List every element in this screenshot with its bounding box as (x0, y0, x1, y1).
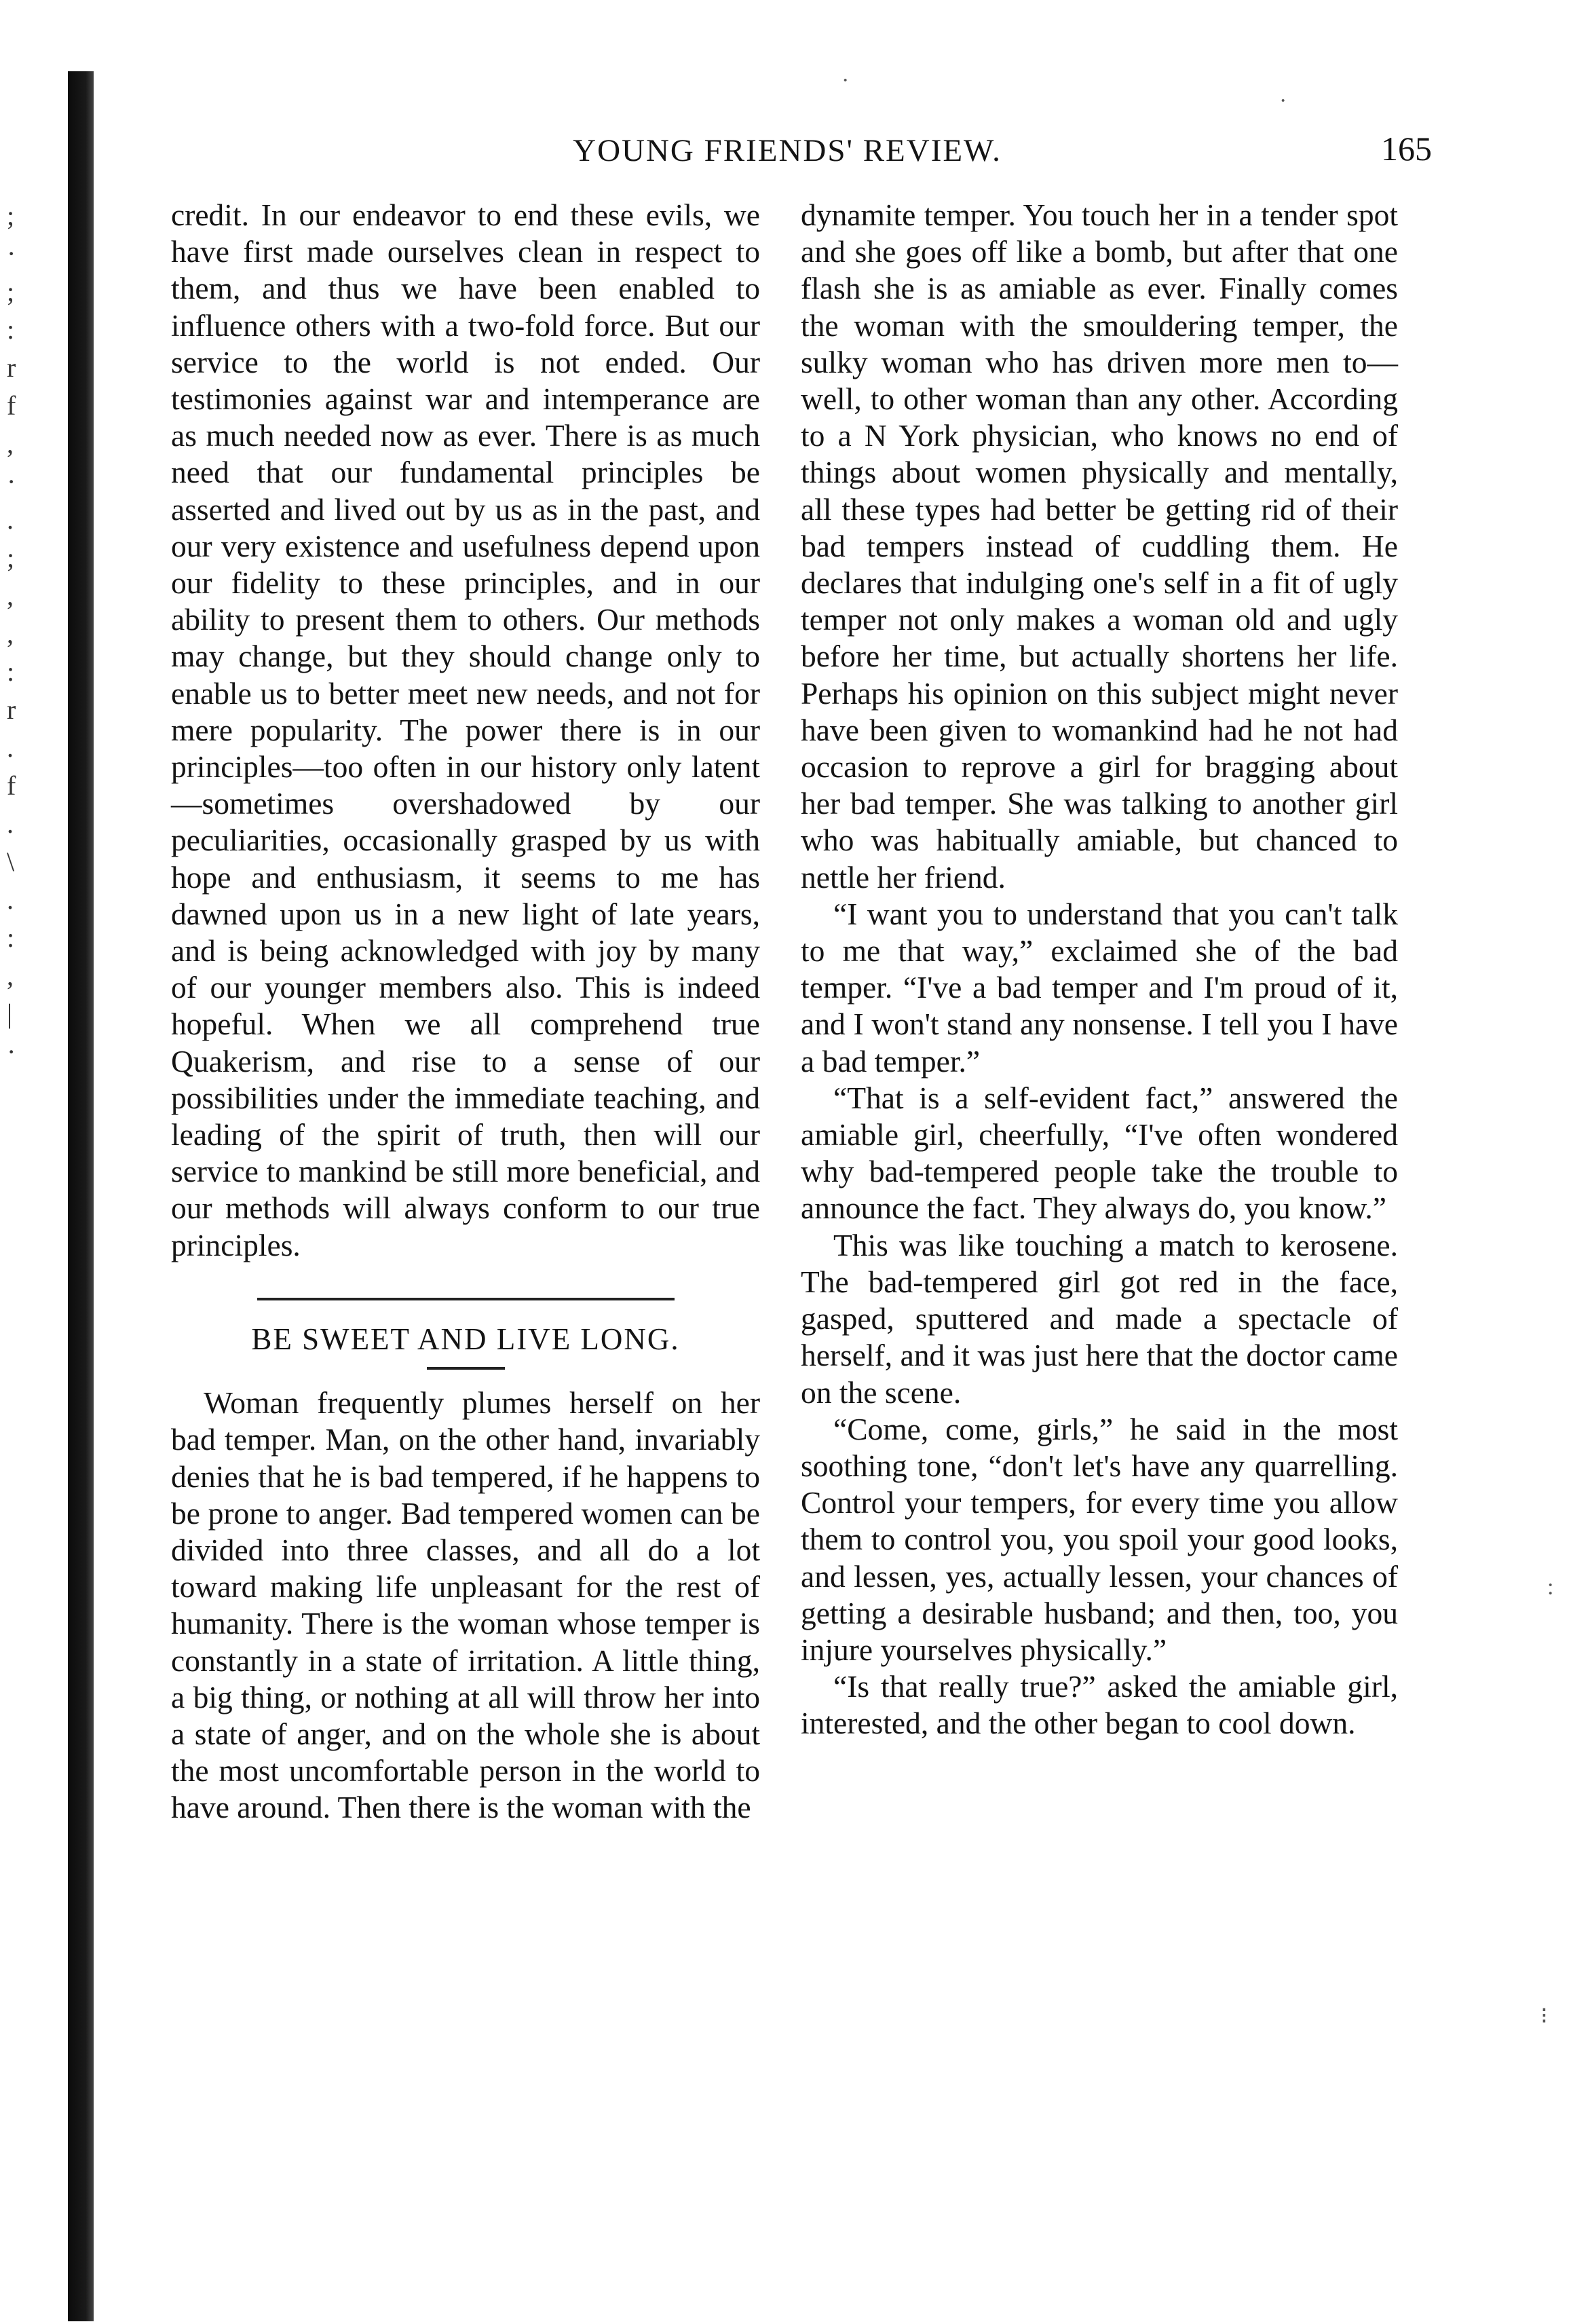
article-paragraph: Woman frequently plumes herself on her bad temper. Man, on the other hand, invariably denies that he is bad tempered, if he happens to be prone to anger. Bad tempered women can be divided into three classes, and all do a lot toward making life unpleasant for the rest of humanity. There is the woman whose temper is constantly in a state of irritation. A little thing, a big thing, or nothing at all will throw her into a state of anger, and on the whole she is about the most uncomfortable person in the world to have around. Then there is the woman with the (171, 1385, 760, 1825)
continuation-paragraph: credit. In our endeavor to end these evils, we have first made ourselves clean in respect to them, and thus we have been enabled to influence others with a two-fold force. But our service to the world is not ended. Our testimonies against war and intemperance are as much needed now as ever. There is as much need that our fundamental principles be asserted and lived out by us as in the past, and our very existence and usefulness depend upon our fidelity to these principles, and in our ability to present them to others. Our methods may change, but they should change only to enable us to better meet new needs, and not for mere popularity. The power there is in our principles—too often in our history only latent—sometimes overshadowed by our peculiarities, occasionally grasped by us with hope and enthusiasm, it seems to me has dawned upon us in a new light of late years, and is being acknowledged with joy by many of our younger members also. This is indeed hopeful. When we all comprehend true Quakerism, and rise to a sense of our possibilities under the immediate teaching, and leading of the spirit of truth, then will our service to mankind be still more beneficial, and our methods will always conform to our true principles. (171, 198, 760, 1262)
article-paragraph: “I want you to understand that you can't talk to me that way,” exclaimed she of the bad temper. “I've a bad temper and I'm proud of it, and I won't stand any nonsense. I tell you I have a bad temper.” (801, 896, 1398, 1079)
right-column (801, 197, 1398, 1742)
scan-speck: · (841, 68, 850, 93)
article-heading: BE SWEET AND LIVE LONG. (251, 1322, 680, 1356)
section-divider-rule (257, 1298, 675, 1300)
left-column (171, 197, 760, 1826)
article-paragraph: This was like touching a match to kerosene. The bad-tempered girl got red in the face, gasped, sputtered and made a spectacle of herself, and it was just here that the doctor came on the scene. (801, 1227, 1398, 1410)
running-title: YOUNG FRIENDS' REVIEW. (573, 133, 1002, 168)
article-paragraph: “Is that really true?” asked the amiable girl, interested, and the other began to cool down. (801, 1669, 1398, 1741)
heading-underline-rule (427, 1367, 505, 1370)
binding-gutter-shadow (68, 71, 94, 2321)
scan-speck: ⁝ (1540, 2004, 1548, 2029)
article-paragraph: “That is a self-evident fact,” answered the amiable girl, cheerfully, “I've often wondered why bad-tempered people take the trouble to announce the fact. They always do, you know.” (801, 1080, 1398, 1226)
page-number: 165 (1381, 130, 1432, 168)
scan-speck: : (1547, 1575, 1554, 1600)
article-paragraph: dynamite temper. You touch her in a tender spot and she goes off like a bomb, but after that one flash she is as amiable as ever. Finally comes the woman with the smouldering temper, the sulky woman who has driven more men to—well, to other woman than any other. According to a N York physician, who knows no end of things about women physically and mentally, all these types had better be getting rid of their bad tempers instead of cuddling them. He declares that indulging one's self in a fit of ugly temper not only makes a woman old and ugly before her time, but actually shortens her life. Perhaps his opinion on this subject might never have been given to womankind had he not had occasion to reprove a girl for bragging about her bad temper. She was talking to another girl who was habitually amiable, but chanced to nettle her friend. (801, 198, 1398, 895)
scan-speck: · (1279, 88, 1287, 113)
article-paragraph: “Come, come, girls,” he said in the most soothing tone, “don't let's have any quarrelling. Control your tempers, for every time you allow them to control you, you spoil your good looks, and lessen, yes, actually lessen, your chances of getting a desirable husband; and then, too, you injure yourselves physically.” (801, 1411, 1398, 1667)
margin-scan-marks: ; · ; : r f , · . ; , , : r . f . \ . : , | · (7, 200, 16, 1067)
